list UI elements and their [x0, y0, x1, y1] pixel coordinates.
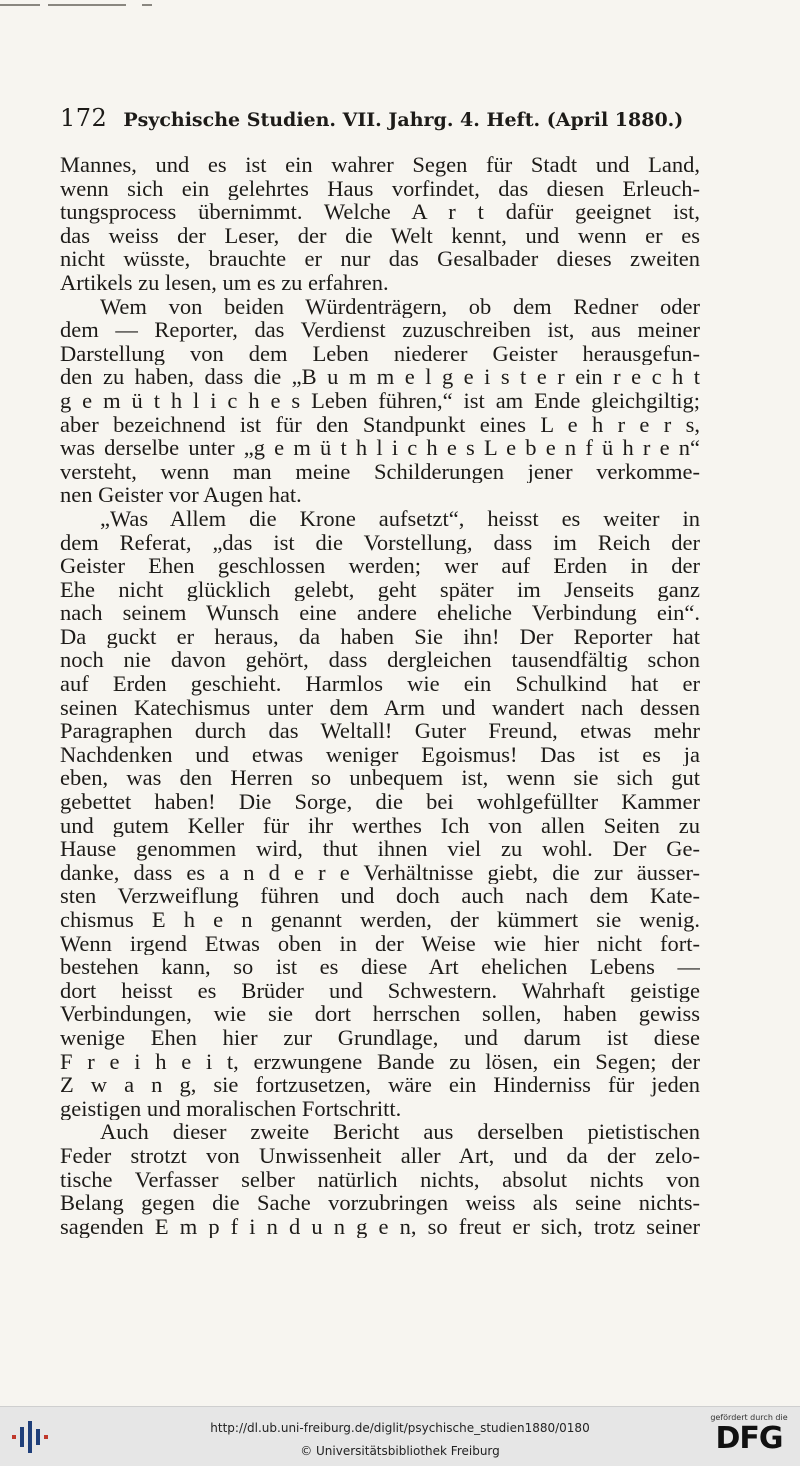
text-line: „Was Allem die Krone aufsetzt“, heisst es weiter in [100, 506, 700, 531]
text-line: g e m ü t h l i c h e s Leben führen,“ ist am Ende gleichgiltig; [60, 388, 700, 413]
text-line: dem — Reporter, das Verdienst zuzuschreiben ist, aus meiner [60, 318, 700, 342]
source-url[interactable]: http://dl.ub.uni-freiburg.de/diglit/psychische_studien1880/0180 [210, 1421, 590, 1435]
text-line: nach seinem Wunsch eine andere eheliche Verbindung ein“. [60, 601, 700, 625]
text-line: den zu haben, dass die „B u m m e l g e i s t e r ein r e c h t [60, 365, 700, 389]
text-line: Mannes, und es ist ein wahrer Segen für Stadt und Land, [60, 153, 700, 177]
text-line: und gutem Keller für ihr werthes Ich von allen Seiten zu [60, 813, 700, 838]
text-line: Nachdenken und etwas weniger Egoismus! Das ist es ja [60, 742, 700, 767]
text-line: gebettet haben! Die Sorge, die bei wohlgefüllter Kammer [60, 790, 700, 814]
scan-mark [0, 4, 40, 6]
dfg-caption: gefördert durch die [710, 1413, 788, 1422]
text-line: Wem von beiden Würdenträgern, ob dem Redner oder [100, 294, 700, 319]
scan-mark [48, 4, 126, 6]
running-title: Psychische Studien. VII. Jahrg. 4. Heft. (April 1880.) [123, 109, 684, 131]
text-line: seinen Katechismus unter dem Arm und wandert nach dessen [60, 695, 700, 720]
text-line: Paragraphen durch das Weltall! Guter Freund, etwas mehr [60, 719, 700, 743]
text-line: Artikels zu lesen, um es zu erfahren. [60, 270, 389, 295]
scan-top-edge [0, 0, 800, 12]
text-line: versteht, wenn man meine Schilderungen jener verkomme- [60, 459, 700, 484]
text-line: wenige Ehen hier zur Grundlage, und darum ist diese [60, 1025, 700, 1050]
page-text [60, 153, 700, 1238]
running-header [60, 104, 700, 138]
text-line: Auch dieser zweite Bericht aus derselben pietistischen [100, 1120, 700, 1144]
text-line: das weiss der Leser, der die Welt kennt, und wenn er es [60, 223, 700, 248]
text-line: Da guckt er heraus, da haben Sie ihn! Der Reporter hat [60, 624, 700, 649]
text-line: Darstellung von dem Leben niederer Geister herausgefun- [60, 341, 700, 366]
text-line: danke, dass es a n d e r e Verhältnisse giebt, die zur äusser- [60, 860, 700, 885]
text-line: aber bezeichnend ist für den Standpunkt eines L e h r e r s, [60, 412, 700, 437]
text-line: Z w a n g, sie fortzusetzen, wäre ein Hinderniss für jeden [60, 1073, 700, 1097]
text-line: noch nie davon gehört, dass dergleichen tausendfältig schon [60, 648, 700, 673]
text-line: dort heisst es Brüder und Schwestern. Wahrhaft geistige [60, 978, 700, 1003]
text-line: wenn sich ein gelehrtes Haus vorfindet, das diesen Erleuch- [60, 176, 700, 201]
text-line: chismus E h e n genannt werden, der kümmert sie wenig. [60, 908, 700, 932]
text-line: eben, was den Herren so unbequem ist, wenn sie sich gut [60, 766, 700, 791]
page-number: 172 [60, 104, 108, 132]
text-line: was derselbe unter „g e m ü t h l i c h e s L e b e n f ü h r e n“ [60, 436, 700, 460]
text-line: bestehen kann, so ist es diese Art ehelichen Lebens — [60, 955, 700, 979]
text-line: Wenn irgend Etwas oben in der Weise wie hier nicht fort- [60, 931, 700, 956]
text-line: nen Geister vor Augen hat. [60, 483, 302, 507]
text-line: nicht wüsste, brauchte er nur das Gesalbader dieses zweiten [60, 247, 700, 271]
text-line: geistigen und moralischen Fortschritt. [60, 1096, 402, 1121]
text-line: sten Verzweiflung führen und doch auch nach dem Kate- [60, 884, 700, 908]
text-line: tungsprocess übernimmt. Welche A r t dafür geeignet ist, [60, 200, 700, 224]
text-line: F r e i h e i t, erzwungene Bande zu lösen, ein Segen; der [60, 1049, 700, 1074]
scan-mark [142, 4, 152, 6]
text-line: Geister Ehen geschlossen werden; wer auf Erden in der [60, 554, 700, 578]
text-line: Belang gegen die Sache vorzubringen weiss als seine nichts- [60, 1191, 700, 1215]
copyright-notice: © Universitätsbibliothek Freiburg [300, 1444, 500, 1458]
text-line: tische Verfasser selber natürlich nichts, absolut nichts von [60, 1167, 700, 1192]
viewer-footer [0, 1406, 800, 1466]
text-line: Feder strotzt von Unwissenheit aller Art, und da der zelo- [60, 1143, 700, 1168]
text-line: dem Referat, „das ist die Vorstellung, dass im Reich der [60, 530, 700, 555]
text-line: Hause genommen wird, thut ihnen viel zu wohl. Der Ge- [60, 837, 700, 861]
text-line: auf Erden geschieht. Harmlos wie ein Schulkind hat er [60, 672, 700, 696]
text-line: Verbindungen, wie sie dort herrschen sollen, haben gewiss [60, 1002, 700, 1026]
dfg-logo [706, 1413, 792, 1463]
text-line: Ehe nicht glücklich gelebt, geht später im Jenseits ganz [60, 577, 700, 602]
text-line: sagenden E m p f i n d u n g e n, so freut er sich, trotz seiner [60, 1214, 700, 1239]
dfg-logo-text: DFG [715, 1421, 783, 1456]
